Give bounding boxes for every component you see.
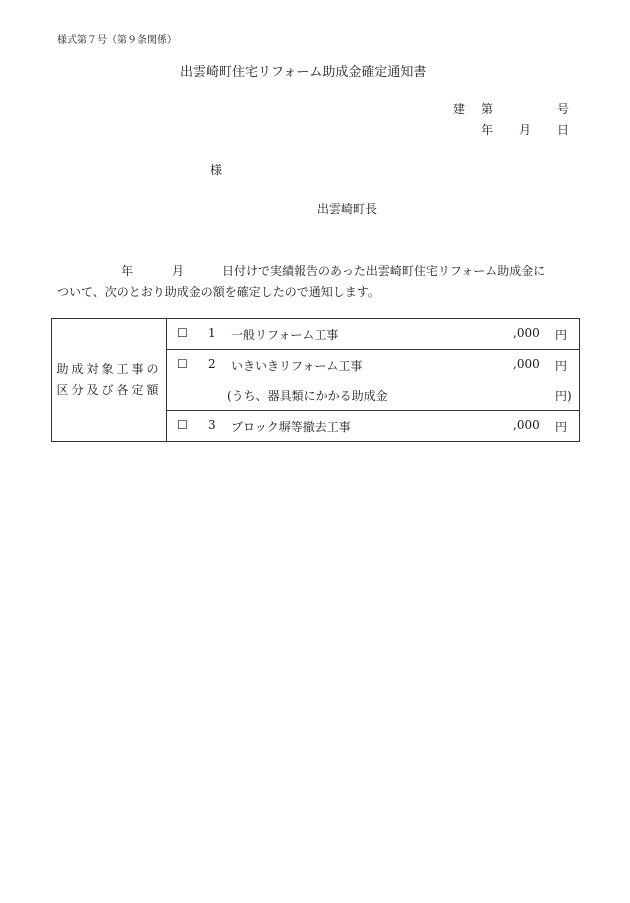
option-label: 一般リフォーム工事 [231,328,339,342]
option-unit: 円 [555,359,568,373]
option-row-ikiiki [167,349,579,380]
option-unit: 円 [555,420,568,434]
option-number: 2 [208,357,216,371]
grant-table [51,318,580,442]
body-line2: ついて、次のとおり助成金の額を確定したので通知します。 [57,285,380,299]
option-amount: ,000 [513,418,540,432]
ref-dai: 第 [481,102,494,116]
addressee-sama: 様 [210,163,223,177]
option-number: 1 [208,326,216,340]
option-row-fixture-note [167,380,579,410]
option-unit: 円 [555,328,568,342]
body-year: 年 [121,264,134,278]
fixture-note-unit: 円) [555,389,572,403]
option-label: ブロック塀等撤去工事 [231,420,351,434]
date-day: 日 [557,123,570,137]
issuer-name: 出雲崎町長 [317,202,378,216]
document-title: 出雲崎町住宅リフォーム助成金確定通知書 [180,65,427,80]
checkbox-block-wall[interactable]: ☐ [177,418,188,432]
category-line1: 助成対象工事の [56,362,162,376]
option-row-block-wall [167,410,579,441]
option-amount: ,000 [513,357,540,371]
ref-go: 号 [557,102,570,116]
checkbox-ikiiki[interactable]: ☐ [177,357,188,371]
date-month: 月 [519,123,532,137]
option-amount: ,000 [513,326,540,340]
ref-ken: 建 [453,102,466,116]
options-cell [167,319,580,442]
body-line1: 日付けで実績報告のあった出雲崎町住宅リフォーム助成金に [222,264,546,278]
option-number: 3 [208,418,216,432]
option-row-general [167,319,579,349]
fixture-note-label: (うち、器具類にかかる助成金 [227,389,388,403]
date-year: 年 [481,123,494,137]
form-number: 様式第７号（第９条関係） [57,35,177,46]
category-cell [52,319,167,442]
body-month: 月 [172,264,185,278]
option-label: いきいきリフォーム工事 [231,359,363,373]
category-line2: 区分及び各定額 [56,383,162,397]
checkbox-general[interactable]: ☐ [177,326,188,340]
